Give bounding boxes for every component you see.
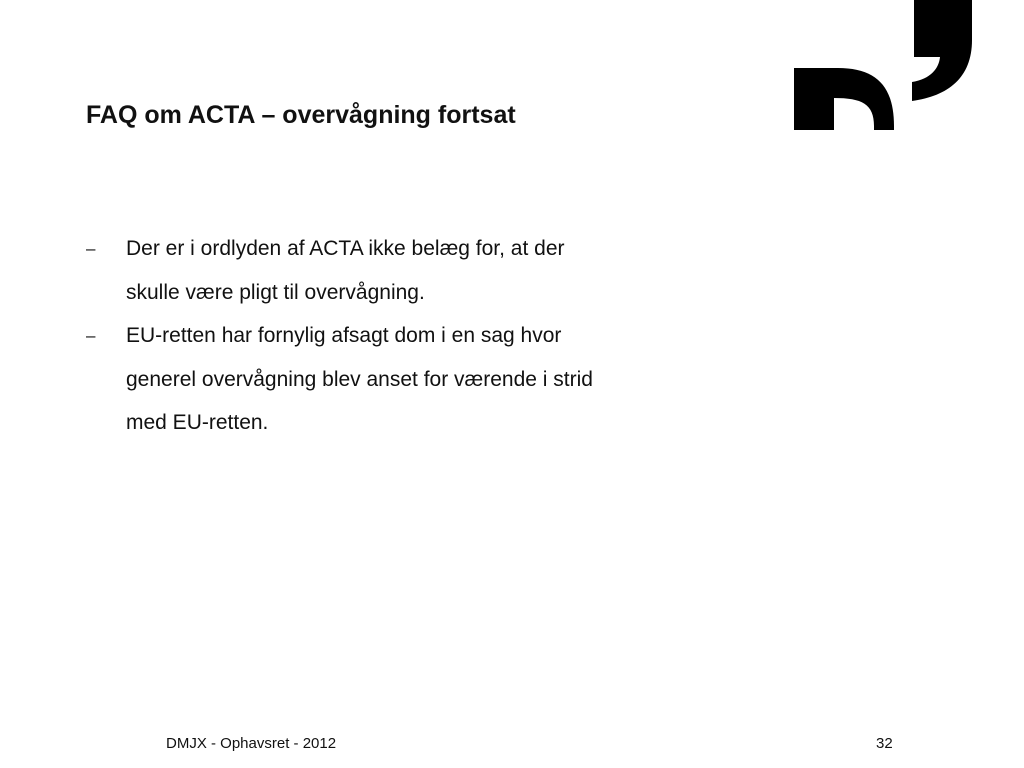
page-number: 32 (876, 735, 893, 752)
bullet-text-line: generel overvågning blev anset for værende i strid (126, 367, 593, 391)
bullet-text-line: med EU-retten. (126, 411, 269, 434)
bullet-text-line: skulle være pligt til overvågning. (126, 280, 425, 304)
logo-d-shape (794, 68, 894, 130)
bullet-text-line: EU-retten har fornylig afsagt dom i en sag hvor (126, 324, 562, 347)
footer-left-text: DMJX - Ophavsret - 2012 (166, 735, 337, 752)
slide-title: FAQ om ACTA – overvågning fortsat (86, 101, 516, 129)
bullet-text-line: Der er i ordlyden af ACTA ikke belæg for, at der (126, 237, 565, 260)
bullet-list (86, 227, 726, 445)
logo-apostrophe-shape (912, 0, 972, 101)
bullet-item (86, 314, 726, 445)
dmjx-logo-icon (790, 0, 980, 130)
bullet-dash-icon: – (86, 239, 96, 258)
bullet-dash-icon: – (86, 326, 96, 345)
bullet-item (86, 227, 726, 314)
